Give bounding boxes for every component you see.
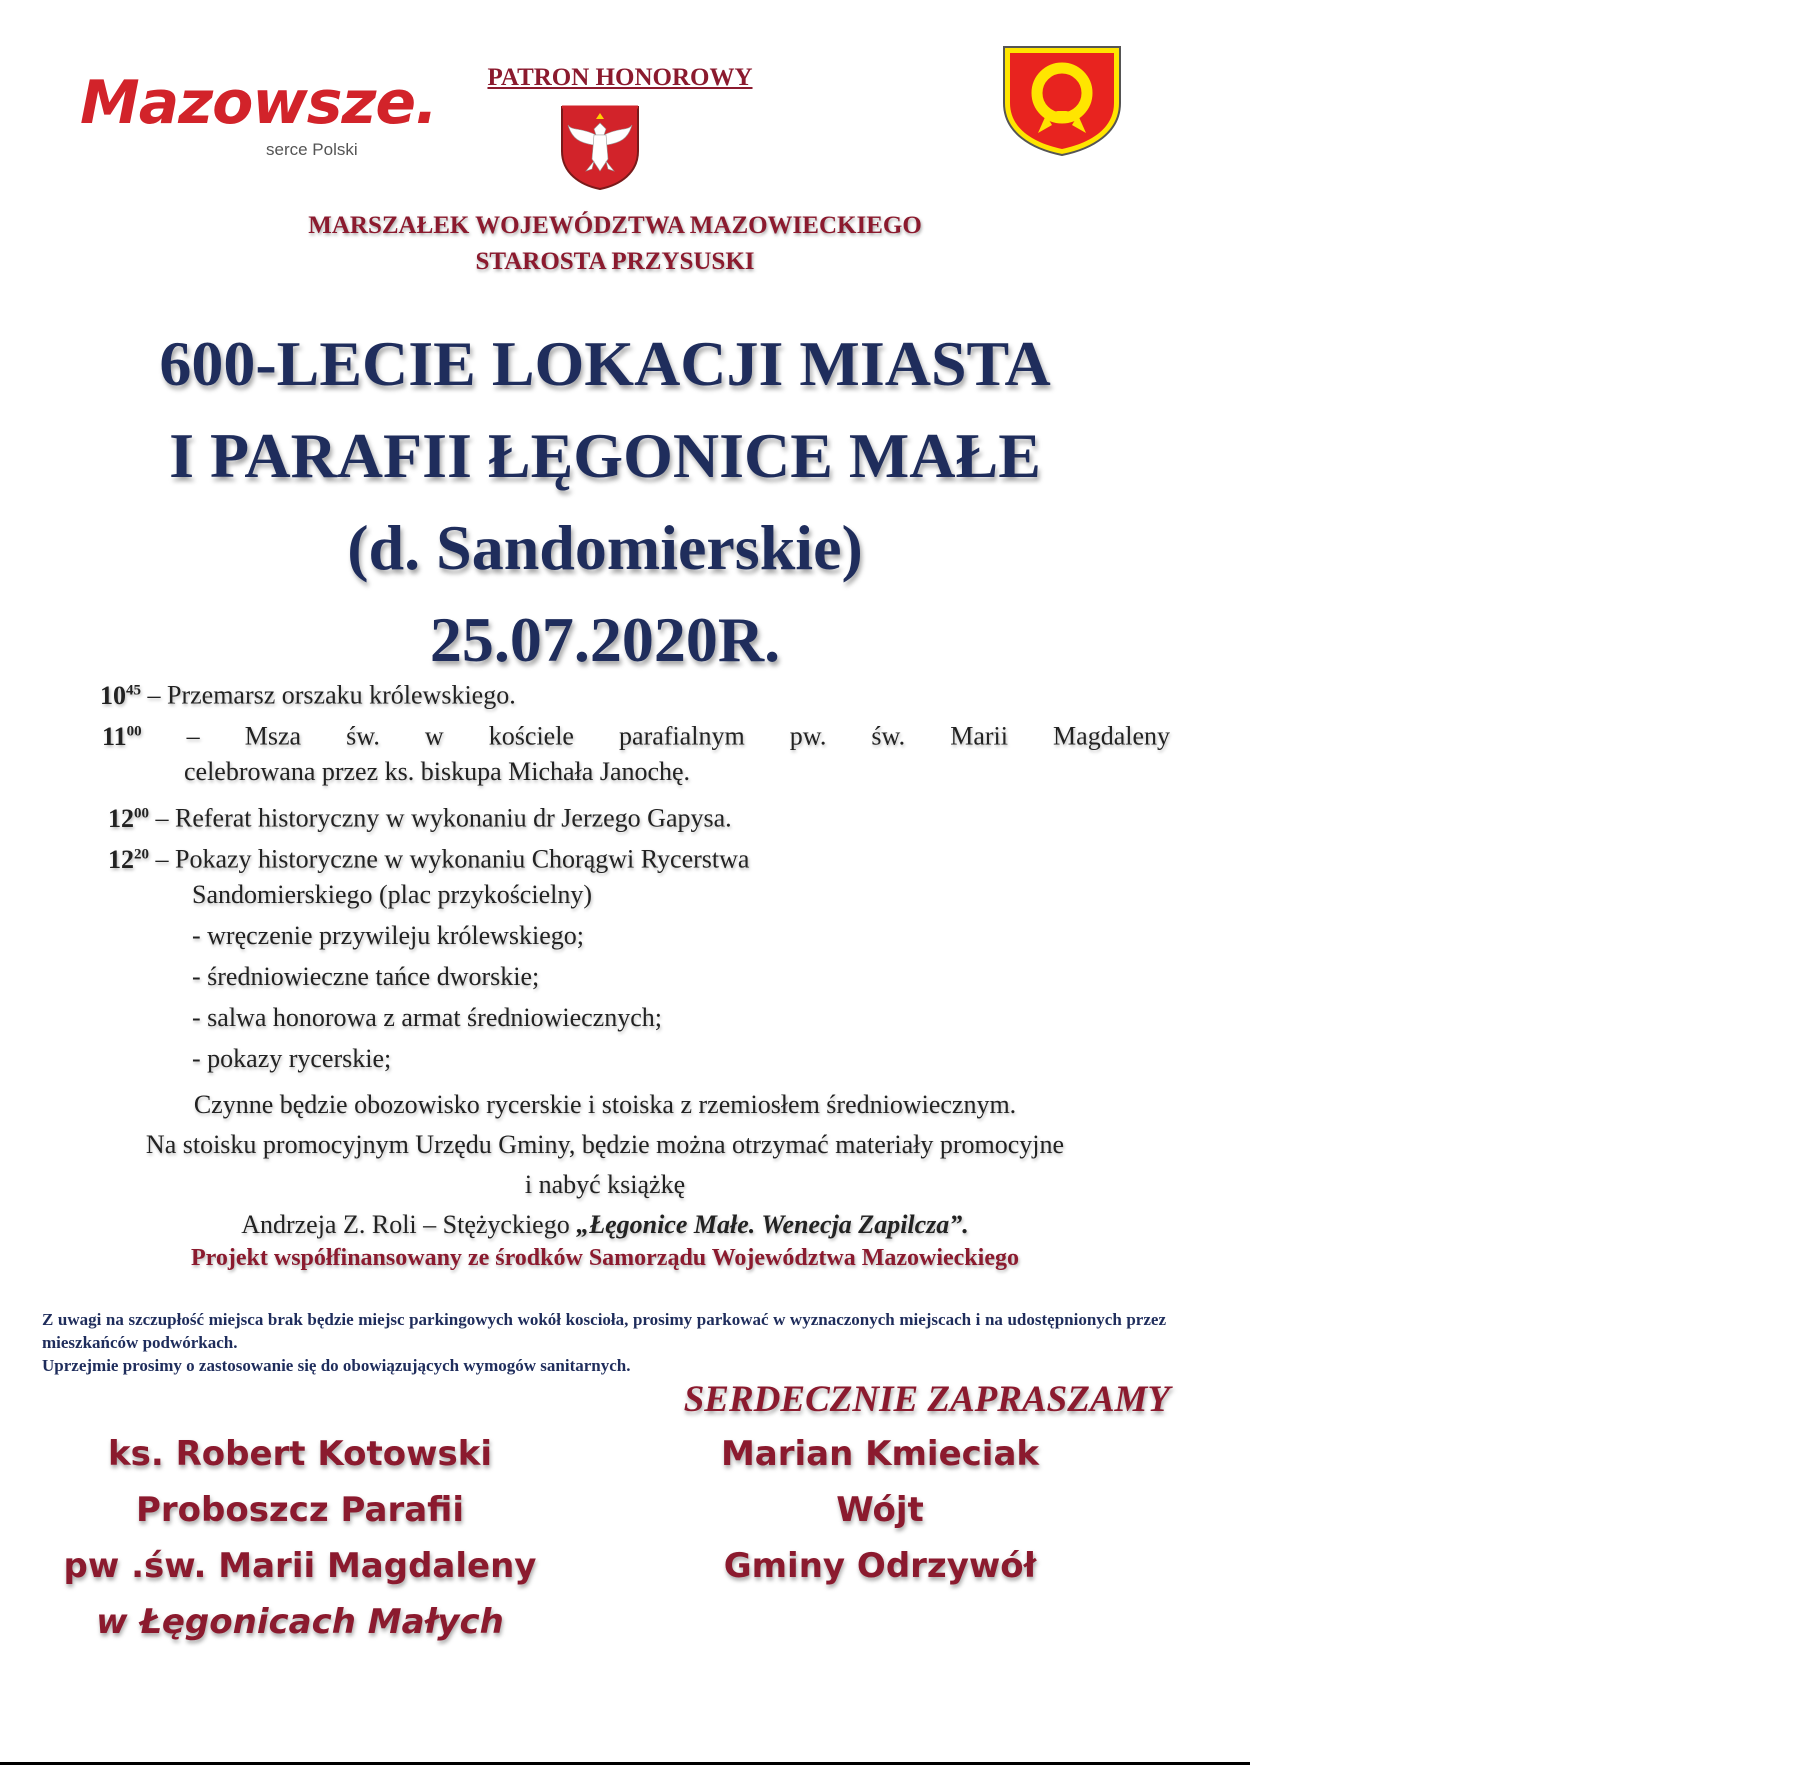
parking-notice: Z uwagi na szczupłość miejsca brak będzie miejsc parkingowych wokół koscioła, prosimy parkować w wyznaczonych miejscach i na udostępnionych przez mieszkańców podwórkach. (42, 1310, 1166, 1352)
event-date: 25.07.2020R. (429, 604, 781, 675)
book-author: Andrzeja Z. Roli – Stężyckiego (241, 1210, 577, 1239)
gmina-odrzywol-crest-icon (1002, 45, 1122, 157)
signature-line: Marian Kmieciak (720, 1434, 1040, 1474)
info-line: Czynne będzie obozowisko rycerskie i stoiska z rzemiosłem średniowiecznym. (193, 1090, 1017, 1119)
title-line-1: 600-LECIE LOKACJI MIASTA (159, 328, 1051, 399)
mazowsze-eagle-crest-icon (560, 105, 640, 191)
program-item: - salwa honorowa z armat średniowiecznych; (192, 1003, 662, 1032)
schedule-text: – Pokazy historyczne w wykonaniu Chorągwi Rycerstwa (155, 844, 750, 874)
time-minute: 20 (134, 846, 149, 862)
time-minute: 45 (126, 682, 141, 698)
notice-block (42, 1308, 1166, 1377)
info-block (40, 1085, 1170, 1245)
schedule-row (100, 670, 516, 716)
signature-line: pw .św. Marii Magdaleny (63, 1546, 537, 1586)
bottom-divider (0, 1762, 1250, 1765)
schedule-continuation: celebrowana przez ks. biskupa Michała Janochę. (184, 757, 691, 786)
program-item: - wręczenie przywileju królewskiego; (192, 921, 585, 950)
time-hour: 11 (102, 721, 127, 751)
time-minute: 00 (126, 723, 142, 739)
signature-line: Proboszcz Parafii (135, 1490, 465, 1530)
program-item: - średniowieczne tańce dworskie; (192, 962, 540, 991)
logo-text: Mazowsze. (80, 68, 437, 138)
schedule-text: – Msza św. w kościele parafialnym pw. św. Marii Magdaleny (186, 721, 1171, 751)
program-item: - pokazy rycerskie; (192, 1044, 392, 1073)
book-title: „Łęgonice Małe. Wenecja Zapilcza”. (576, 1210, 969, 1239)
main-title (80, 318, 1130, 686)
schedule-row (102, 711, 1170, 757)
info-line: Na stoisku promocyjnym Urzędu Gminy, będzie można otrzymać materiały promocyjne (145, 1130, 1065, 1159)
project-funding-note: Projekt współfinansowany ze środków Samorządu Województwa Mazowieckiego (191, 1245, 1019, 1271)
logo-subtitle: serce Polski (266, 140, 358, 159)
time-hour: 12 (108, 844, 134, 874)
info-line (40, 1205, 1170, 1245)
patrons-block (220, 208, 1010, 280)
title-line-3: (d. Sandomierskie) (347, 512, 863, 583)
info-line: i nabyć książkę (524, 1170, 686, 1199)
invite-heading: SERDECZNIE ZAPRASZAMY (683, 1379, 1170, 1420)
schedule-row (108, 793, 732, 839)
signature-line: Gminy Odrzywół (723, 1546, 1037, 1586)
title-line-2: I PARAFII ŁĘGONICE MAŁE (169, 420, 1041, 491)
schedule-text: – Referat historyczny w wykonaniu dr Jerzego Gapysa. (155, 803, 732, 833)
signature-line: w Łęgonicach Małych (96, 1602, 504, 1642)
signature-line: Wójt (836, 1490, 924, 1530)
schedule-row (108, 834, 749, 880)
time-minute: 00 (134, 805, 149, 821)
schedule-continuation: Sandomierskiego (plac przykościelny) (192, 880, 592, 909)
signature-line: ks. Robert Kotowski (107, 1434, 493, 1474)
schedule-text: – Przemarsz orszaku królewskiego. (147, 680, 516, 710)
patron-title: PATRON HONOROWY (487, 64, 753, 91)
patron-line: MARSZAŁEK WOJEWÓDZTWA MAZOWIECKIEGO (308, 212, 922, 239)
patron-line: STAROSTA PRZYSUSKI (475, 248, 755, 275)
time-hour: 12 (108, 803, 134, 833)
time-hour: 10 (100, 680, 126, 710)
sanitary-notice: Uprzejmie prosimy o zastosowanie się do obowiązujących wymogów sanitarnych. (42, 1356, 631, 1375)
signature-mayor (620, 1426, 1140, 1594)
mazowsze-logo-icon (80, 60, 437, 160)
signature-parish-priest (40, 1426, 560, 1650)
